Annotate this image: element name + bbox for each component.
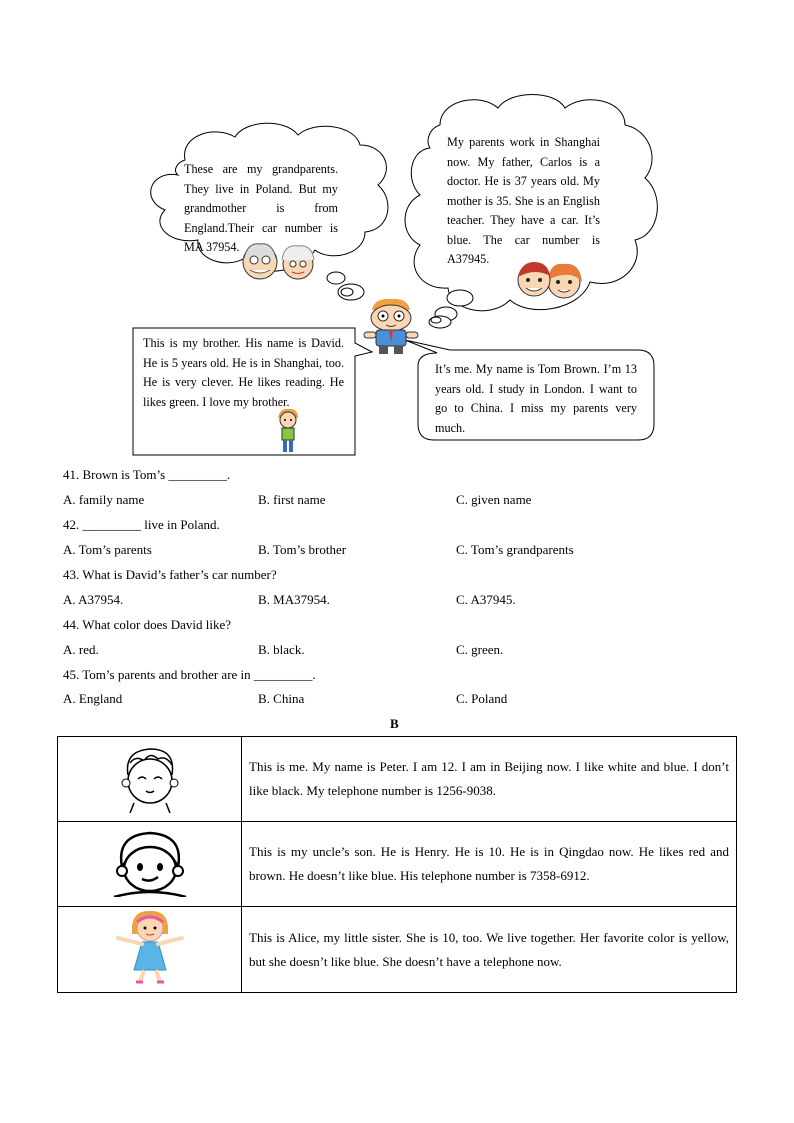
- question-44: 44. What color does David like?: [63, 617, 231, 632]
- clouds-illustration: [0, 0, 794, 470]
- question-45: 45. Tom’s parents and brother are in _________.: [63, 667, 316, 682]
- q43-option-b[interactable]: B. MA37954.: [258, 592, 330, 607]
- q42-option-b[interactable]: B. Tom’s brother: [258, 542, 347, 557]
- question-41: 41. Brown is Tom’s _________.: [63, 467, 231, 482]
- alice-description: This is Alice, my little sister. She is 10, too. We live together. Her favorite color is yellow, but she doesn’t like blue. She doesn’t have a telephone now.: [242, 907, 737, 993]
- question-42: 42. _________ live in Poland.: [63, 517, 220, 532]
- q45-option-c[interactable]: C. Poland: [456, 691, 508, 706]
- q41-option-c[interactable]: C. given name: [456, 492, 532, 507]
- alice-girl-icon: [110, 908, 190, 986]
- brother-box-text: This is my brother. His name is David. He is 5 years old. He is in Shanghai, too. He is very clever. He likes reading. He likes green. I love my brother.: [143, 336, 344, 409]
- q43-option-c[interactable]: C. A37945.: [456, 592, 516, 607]
- q41-option-b[interactable]: B. first name: [258, 492, 326, 507]
- henry-face-icon: [110, 827, 190, 897]
- table-row: [58, 737, 737, 822]
- q44-option-a[interactable]: A. red.: [63, 642, 99, 657]
- q44-option-b[interactable]: B. black.: [258, 642, 305, 657]
- q45-option-a[interactable]: A. England: [63, 691, 123, 706]
- parents-bubble-text: My parents work in Shanghai now. My father, Carlos is a doctor. He is 37 years old. My mother is 35. She is an English teacher. They have a car. It’s blue. The car number is A37945.: [447, 135, 600, 266]
- peter-picture-cell: [58, 737, 242, 822]
- q42-option-c[interactable]: C. Tom’s grandparents: [456, 542, 574, 557]
- table-row: [58, 822, 737, 907]
- peter-description: This is me. My name is Peter. I am 12. I am in Beijing now. I like white and blue. I don’t like black. My telephone number is 1256-9038.: [242, 737, 737, 822]
- q42-option-a[interactable]: A. Tom’s parents: [63, 542, 152, 557]
- tom-bubble-text: It’s me. My name is Tom Brown. I’m 13 years old. I study in London. I want to go to China. I miss my parents very much.: [435, 362, 637, 435]
- q45-option-b[interactable]: B. China: [258, 691, 305, 706]
- q44-option-c[interactable]: C. green.: [456, 642, 504, 657]
- question-43: 43. What is David’s father’s car number?: [63, 567, 277, 582]
- alice-picture-cell: [58, 907, 242, 993]
- table-row: [58, 907, 737, 993]
- section-b-table: [57, 736, 737, 993]
- david-character-icon: [274, 408, 302, 456]
- q41-option-a[interactable]: A. family name: [63, 492, 145, 507]
- henry-description: This is my uncle’s son. He is Henry. He is 10. He is in Qingdao now. He likes red and brown. He doesn’t like blue. His telephone number is 7358-6912.: [242, 822, 737, 907]
- section-b-heading: B: [390, 716, 399, 731]
- q43-option-a[interactable]: A. A37954.: [63, 592, 124, 607]
- tom-character-icon: [360, 296, 422, 358]
- henry-picture-cell: [58, 822, 242, 907]
- grandparents-bubble-text: These are my grandparents. They live in Poland. But my grandmother is from England.Their car number is MA 37954.: [184, 162, 338, 254]
- peter-face-icon: [114, 741, 186, 813]
